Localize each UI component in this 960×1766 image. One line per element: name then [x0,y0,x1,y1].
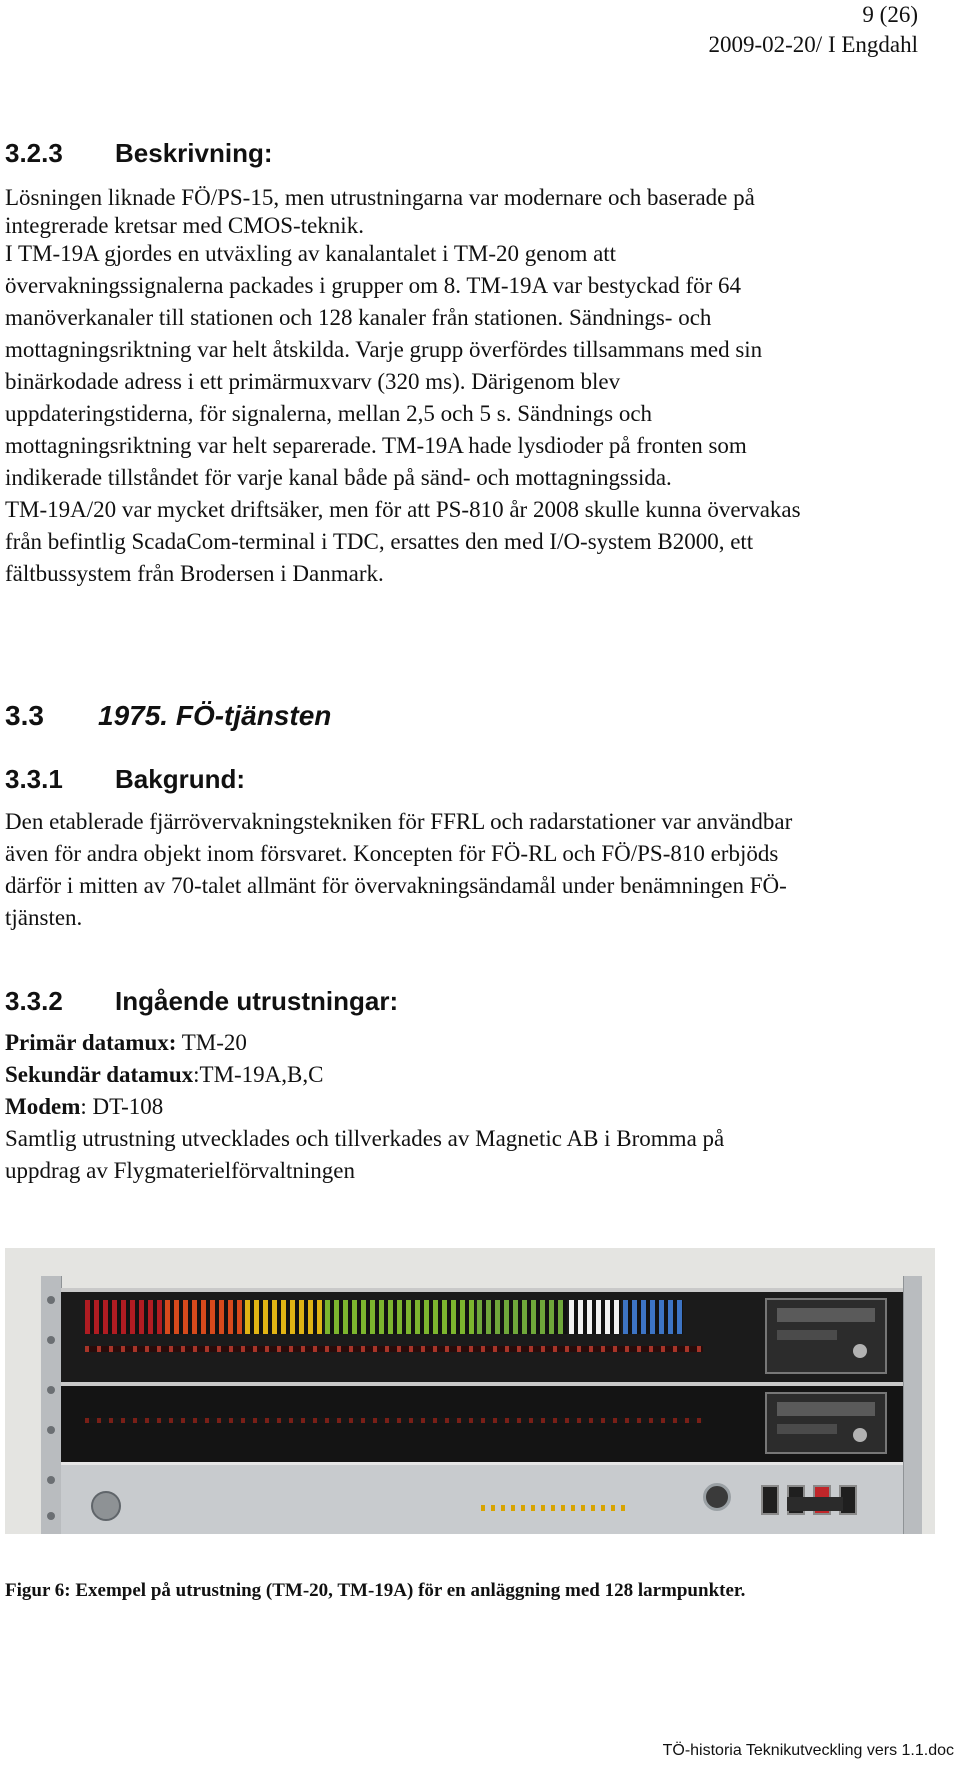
led-row [85,1346,703,1352]
led-group [165,1300,243,1334]
led-group [623,1300,683,1334]
heading-3-3 [5,700,331,732]
led-group [569,1300,621,1334]
paragraph-utrustningar [5,1027,935,1187]
text-line: uppdateringstiderna, för signalerna, mellan 2,5 och 5 s. Sändnings och [5,401,653,426]
rack-rail-right [903,1276,922,1534]
page-number: 9 (26) [862,2,918,27]
equipment-item [5,1027,935,1059]
heading-number: 3.2.3 [5,138,63,168]
item-label: Sekundär datamux [5,1062,194,1087]
paragraph-beskrivning [5,182,935,590]
tm-20-panel-bottom [61,1462,903,1534]
led-group [85,1300,163,1334]
led-group [325,1300,475,1334]
text-line: tjänsten. [5,905,83,930]
rack-rail-left [41,1276,62,1534]
brand-plate [787,1497,843,1511]
item-value: TM-20 [176,1030,247,1055]
indicator-leds [481,1505,631,1511]
item-value: : DT-108 [80,1094,164,1119]
text-line: Samtlig utrustning utvecklades och tillverkades av Magnetic AB i Bromma på [5,1126,725,1151]
led-group [245,1300,323,1334]
equipment-photo [5,1248,935,1534]
equipment-item [5,1091,935,1123]
page-header [708,0,918,60]
front-plate [765,1392,887,1454]
socket [91,1491,121,1521]
item-label: Primär datamux: [5,1030,177,1055]
heading-number: 3.3.2 [5,986,63,1016]
toggle-switch [761,1485,779,1515]
heading-3-3-1 [5,764,245,795]
item-value: :TM-19A,B,C [193,1062,324,1087]
text-line: indikerade tillståndet för varje kanal både på sänd- och mottagningssida. [5,465,672,490]
text-line: fältbussystem från Brodersen i Danmark. [5,561,384,586]
tm-19a-panel-top [61,1288,903,1382]
text-line: mottagningsriktning var helt separerade. TM-19A hade lysdioder på fronten som [5,433,747,458]
text-line: binärkodade adress i ett primärmuxvarv (320 ms). Därigenom blev [5,369,621,394]
page-footer: TÖ-historia Teknikutveckling vers 1.1.doc [662,1742,954,1759]
text-line: I TM-19A gjordes en utväxling av kanalantalet i TM-20 genom att [5,241,617,266]
text-line: mottagningsriktning var helt åtskilda. Varje grupp överfördes tillsammans med sin [5,337,763,362]
led-group [477,1300,567,1334]
figure-caption: Figur 6: Exempel på utrustning (TM-20, TM-19A) för en anläggning med 128 larmpunkter. [5,1580,746,1601]
led-row [85,1418,703,1423]
heading-number: 3.3 [5,700,44,731]
text-line: TM-19A/20 var mycket driftsäker, men för att PS-810 år 2008 skulle kunna övervakas [5,497,801,522]
heading-title: 1975. FÖ-tjänsten [98,700,332,731]
equipment-item [5,1059,935,1091]
heading-title: Beskrivning: [115,138,273,168]
selector-dial [703,1483,731,1511]
text-line: integrerade kretsar med CMOS-teknik. [5,213,364,238]
text-line: uppdrag av Flygmaterielförvaltningen [5,1158,356,1183]
text-line: manöverkanaler till stationen och 128 kanaler från stationen. Sändnings- och [5,305,712,330]
tm-19a-panel-middle [61,1382,903,1462]
item-label: Modem [5,1094,81,1119]
text-line: övervakningssignalerna packades i grupper om 8. TM-19A var bestyckad för 64 [5,273,742,298]
text-line: från befintlig ScadaCom-terminal i TDC, ersattes den med I/O-system B2000, ett [5,529,754,554]
heading-title: Ingående utrustningar: [115,986,399,1016]
front-plate [765,1298,887,1374]
text-line: även för andra objekt inom försvaret. Koncepten för FÖ-RL och FÖ/PS-810 erbjöds [5,841,779,866]
heading-number: 3.3.1 [5,764,63,794]
heading-3-2-3 [5,138,273,169]
text-line: därför i mitten av 70-talet allmänt för övervakningsändamål under benämningen FÖ- [5,873,787,898]
heading-3-3-2 [5,986,398,1017]
date-author: 2009-02-20/ I Engdahl [708,32,918,57]
text-line: Lösningen liknade FÖ/PS-15, men utrustningarna var modernare och baserade på [5,185,755,210]
heading-title: Bakgrund: [115,764,245,794]
text-line: Den etablerade fjärrövervakningstekniken för FFRL och radarstationer var användbar [5,809,793,834]
paragraph-bakgrund [5,806,935,934]
